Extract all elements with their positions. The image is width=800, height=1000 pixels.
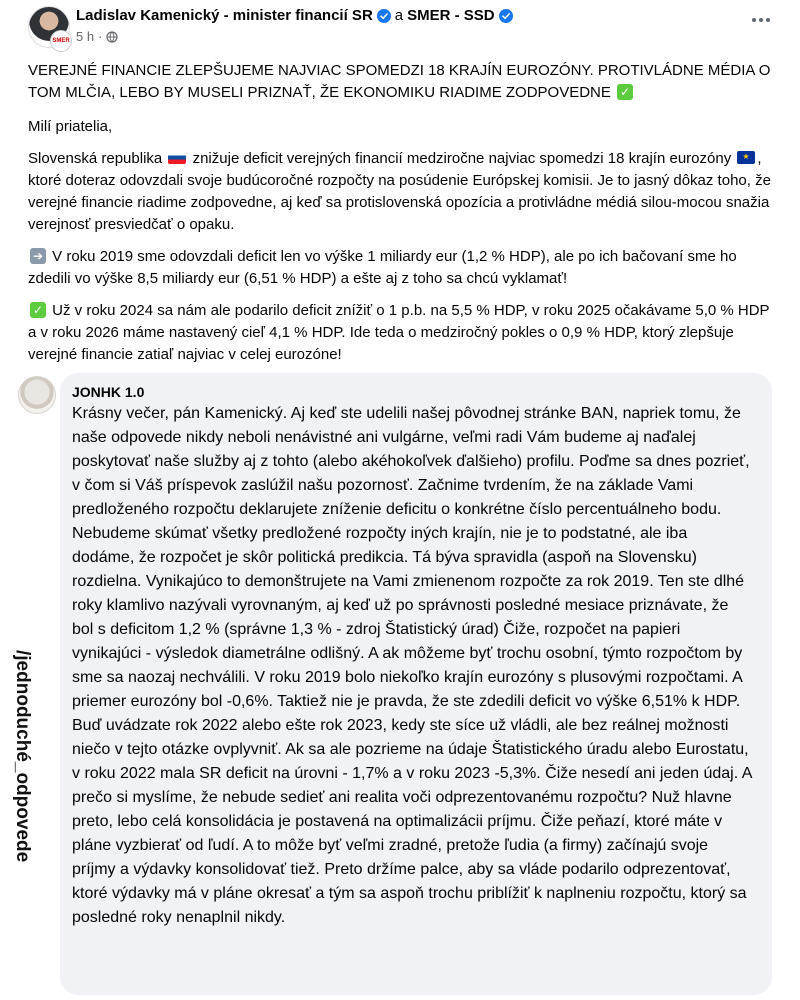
post-body (28, 60, 773, 376)
eu-flag-icon (737, 151, 755, 164)
slovakia-flag-icon (168, 151, 186, 164)
p1-text-b: znižuje deficit verejných financií medziročne najviac spomedzi 18 krajín eurozóny (192, 150, 732, 167)
commenter-avatar[interactable] (18, 376, 56, 414)
author-name-link[interactable]: Ladislav Kamenický - minister financií SR (76, 7, 373, 24)
post-headline (28, 60, 773, 104)
comment-text: Krásny večer, pán Kamenický. Aj keď ste udelili našej pôvodnej stránke BAN, napriek tomu, že naše odpovede nikdy neboli nenávistné ani vulgárne, veľmi radi Vám budeme aj naďalej poskytovať naše služby aj z tohto (alebo akéhokoľvek ďalšieho) profilu. Poďme sa dnes pozrieť, v čom si Váš príspevok zaslúžil našu pozornosť. Začnime tvrdením, že na základe Vami predloženého rozpočtu deklarujete zníženie deficitu o konkrétne číslo percentuálneho bodu. Nebudeme skúmať všetky predložené rozpočty iných krajín, nie je to podstatné, ale iba dodáme, že rozpočet je skôr politická predikcia. Tá býva spravidla (aspoň na Slovensku) rozdielna. Vynikajúco to demonštrujete na Vami zmienenom rozpočte za rok 2019. Ten ste dlhé roky klamlivo nazývali vyrovnaným, aj keď už po správnosti posledné mesiace priznávate, že bol s deficitom 1,2 % (správne 1,3 % - zdroj Štatistický úrad) Čiže, rozpočet na papieri vynikajúci - výsledok diametrálne odlišný. A ak môžeme byť trochu osobní, týmto rozpočtom by sme sa naozaj nechválili. V roku 2019 bolo niekoľko krajín eurozóny s plusovými rozpočtami. A priemer eurozóny bol -0,6%. Taktiež nie je pravda, že ste zdedili deficit vo výške 6,51% k HDP. Buď uvádzate rok 2022 alebo ešte rok 2023, kedy ste síce už vládli, ale bez reálnej možnosti niečo v tejto otázke ovplyvniť. Ak sa ale pozrieme na údaje Štatistického úradu alebo Eurostatu, v roku 2022 mala SR deficit na úrovni - 1,7% a v roku 2023 -5,3%. Čiže nesedí ani jeden údaj. A prečo si myslíme, že nebude sedieť ani realita voči odprezentovanému rozpočtu? Nuž hlavne preto, lebo celá konsolidácia je postavená na optimalizácii príjmu. Čiže peňazí, ktoré máte v pláne vyzbierať od ľudí. A to môže byť veľmi zradné, pretože ľudia (a firmy) začínajú svoje príjmy a výdavky konsolidovať tiež. Preto držíme palce, aby sa vláde podarilo odprezentovať, ktoré výdavky má v pláne okresať a tým sa aspoň trochu priblížiť k naplneniu rozpočtu, ktorý sa posledné roky nenaplnil nikdy. (72, 405, 752, 926)
p3-text: Už v roku 2024 sa nám ale podarilo deficit znížiť o 1 p.b. na 5,5 % HDP, v roku 2025 očakávame 5,0 % HDP a v roku 2026 máme nastavený cieľ 4,1 % HDP. Ide teda o medziročný pokles o 0,9 % HDP, ktorý zlepšuje verejné financie zatiaľ najviac v celej eurozóne! (28, 302, 770, 363)
more-dot-icon (759, 18, 763, 22)
author-connector: a (394, 7, 404, 24)
more-dot-icon (766, 18, 770, 22)
post-paragraph-1 (28, 148, 773, 236)
post-headline-text: VEREJNÉ FINANCIE ZLEPŠUJEME NAJVIAC SPOMEDZI 18 KRAJÍN EUROZÓNY. PROTIVLÁDNE MÉDIA O TOM MLČIA, LEBO BY MUSELI PRIZNAŤ, ŽE EKONOMIKU RIADIME ZODPOVEDNE (28, 62, 771, 101)
globe-icon (106, 31, 118, 43)
post-timestamp[interactable]: 5 h (76, 29, 95, 44)
author-line (76, 7, 513, 24)
page-name-link[interactable]: SMER - SSD (407, 7, 495, 24)
p1-text-c: , ktoré doteraz odovzdali svoje budúcoročné rozpočty na posúdenie Európskej komisii. Je to jasný dôkaz toho, že verejné financie riadime zodpovedne, aj keď sa protislovenská opozícia a protivládne médiá silou-mocou snažia verejnosť presviedčať o opaku. (28, 150, 771, 233)
verified-badge-icon (499, 9, 513, 23)
commenter-name[interactable]: JONHK 1.0 (72, 384, 145, 400)
more-dot-icon (752, 18, 756, 22)
p1-text-a: Slovenská republika (28, 150, 163, 167)
post-paragraph-3 (28, 300, 773, 366)
p2-text: V roku 2019 sme odovzdali deficit len vo výške 1 miliardy eur (1,2 % HDP), ale po ich bačovaní sme ho zdedili vo výške 8,5 miliardy eur (6,51 % HDP) a ešte aj z toho sa chcú vyklamať! (28, 248, 737, 287)
post-paragraph-2 (28, 246, 773, 290)
more-options-button[interactable] (746, 8, 776, 32)
post-meta (76, 29, 513, 44)
verified-badge-icon (377, 9, 391, 23)
meta-dot: · (98, 29, 103, 44)
post-header (28, 6, 780, 56)
party-logo-badge: SMER (50, 30, 72, 52)
check-mark-icon: ✓ (30, 302, 46, 318)
post-greeting: Milí priatelia, (28, 118, 113, 135)
check-mark-icon: ✓ (617, 84, 633, 100)
post-header-text (76, 7, 513, 44)
right-arrow-icon: ➔ (30, 248, 46, 264)
watermark-label: /jednoduché_odpovede (12, 650, 33, 863)
comment-bubble (60, 373, 772, 995)
